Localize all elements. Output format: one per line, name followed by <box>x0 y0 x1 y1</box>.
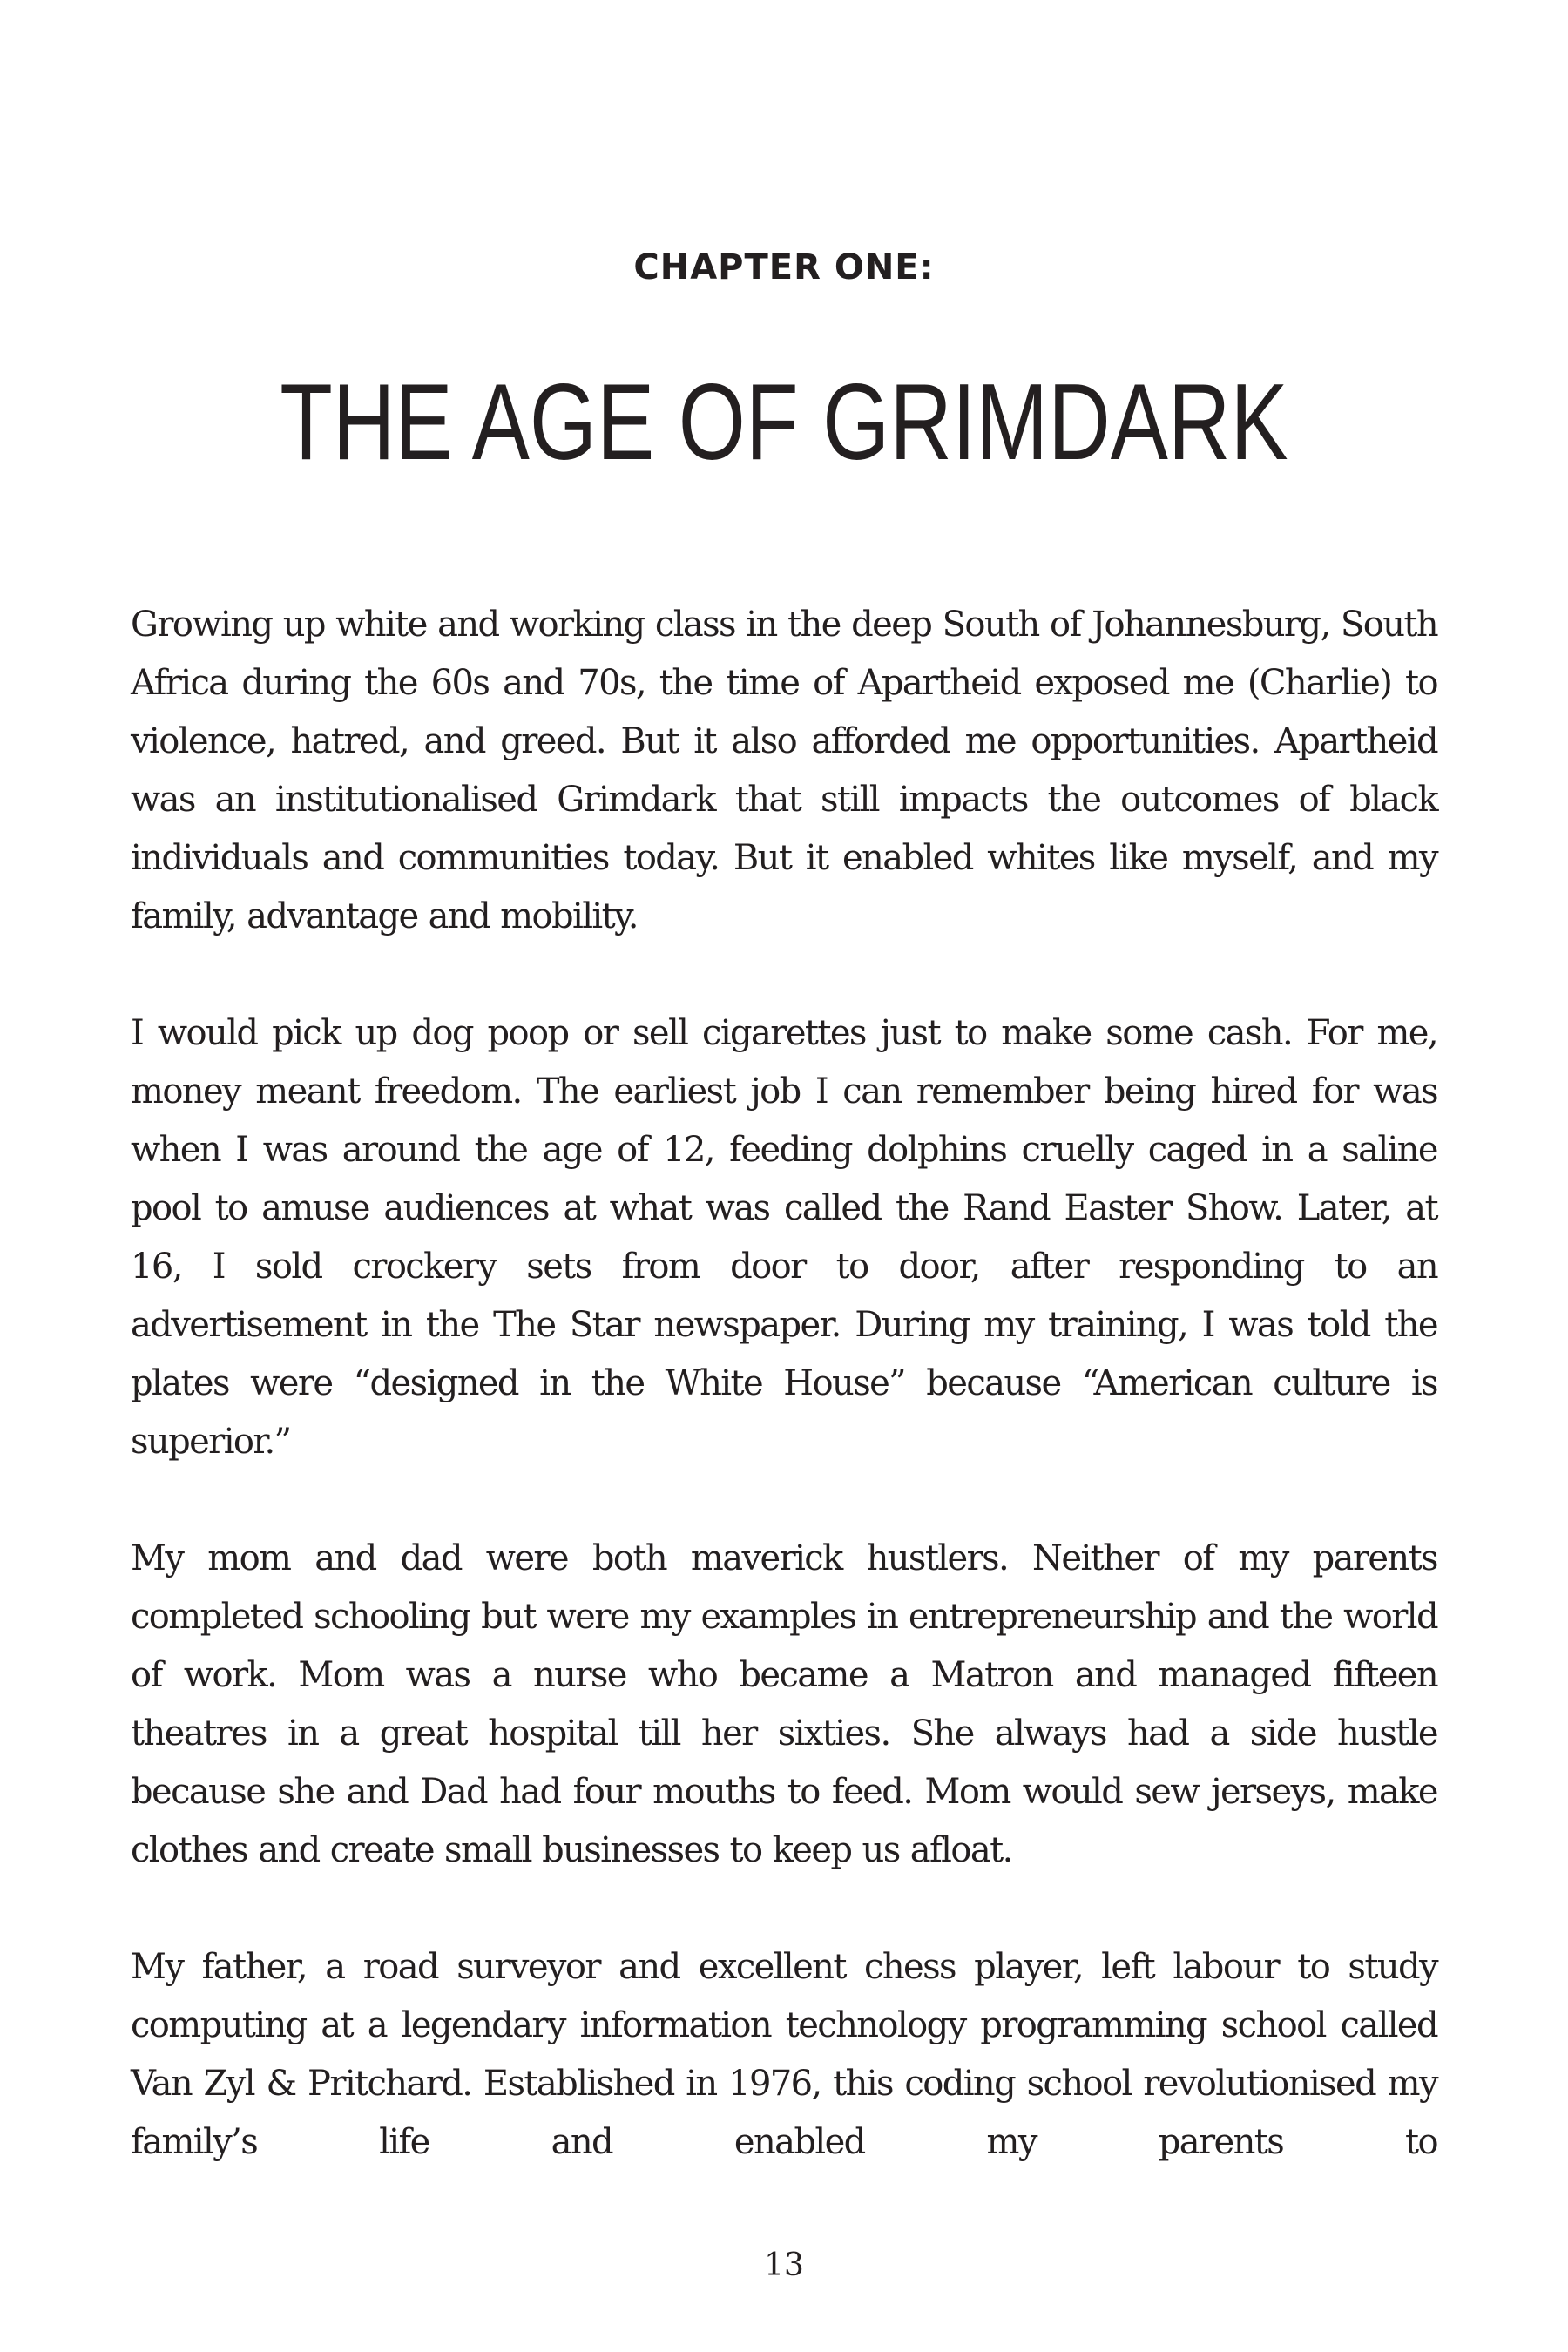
paragraph: I would pick up dog poop or sell cigarettes just to make some cash. For me, money meant freedom. The earliest job I can remember being hired for was when I was around the age of 12, feeding dolphins cruelly caged in a saline pool to amuse audiences at what was called the Rand Easter Show. Later, at 16, I sold crockery sets from door to door, after responding to an advertisement in the The Star newspaper. During my training, I was told the plates were “designed in the White House” because “American culture is superior.” <box>131 1013 1437 1462</box>
paragraph: Growing up white and working class in the deep South of Johannesburg, South Africa during the 60s and 70s, the time of Apartheid exposed me (Charlie) to violence, hatred, and greed. But it also afforded me opportunities. Apartheid was an institutionalised Grimdark that still impacts the outcomes of black individuals and communities today. But it enabled whites like myself, and my family, advantage and mobility. <box>131 605 1437 936</box>
paragraph: My mom and dad were both maverick hustlers. Neither of my parents completed schooling but were my examples in entrepreneurship and the world of work. Mom was a nurse who became a Matron and managed fifteen theatres in a great hospital till her sixties. She always had a side hustle because she and Dad had four mouths to feed. Mom would sew jerseys, make clothes and create small businesses to keep us afloat. <box>131 1538 1437 1870</box>
body-text <box>131 596 1437 2230</box>
chapter-label: CHAPTER ONE: <box>633 247 935 287</box>
chapter-title: THE AGE OF GRIMDARK <box>280 362 1288 483</box>
page-number: 13 <box>764 2247 804 2283</box>
paragraph: My father, a road surveyor and excellent chess player, left labour to study computing at a legendary information technology programming school called Van Zyl & Pritchard. Established in 1976, this coding school revolutionised my family’s life and enabled my parents to <box>131 1947 1437 2162</box>
